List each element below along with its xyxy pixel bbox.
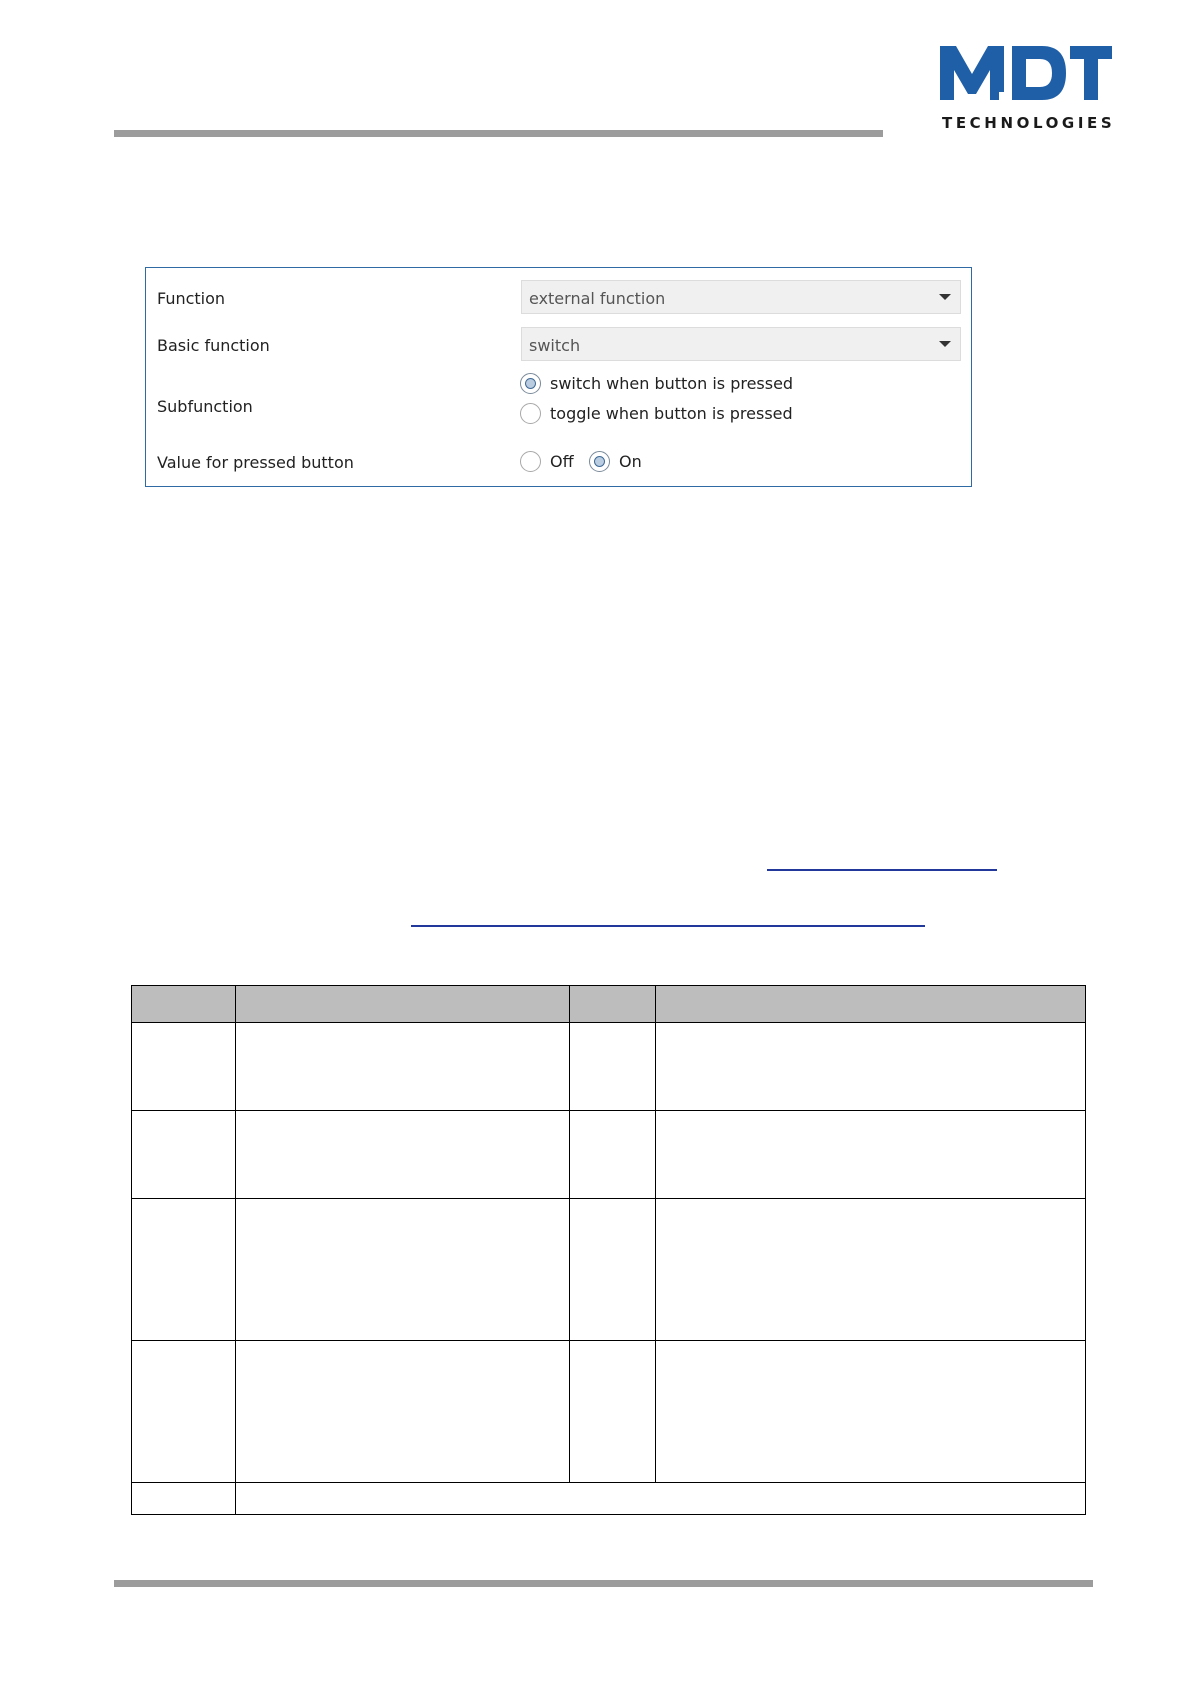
link-underline-2[interactable]	[411, 925, 925, 927]
table-cell	[132, 1023, 236, 1111]
basic-function-label: Basic function	[157, 336, 270, 355]
function-label: Function	[157, 289, 226, 308]
table-row	[132, 1483, 1086, 1515]
table-cell	[132, 1111, 236, 1199]
table-cell	[236, 1483, 1086, 1515]
footer-rule	[114, 1580, 1093, 1587]
table-cell	[236, 1111, 570, 1199]
table-cell	[570, 1111, 656, 1199]
table-cell	[132, 1483, 236, 1515]
table-cell	[656, 1111, 1086, 1199]
table-cell	[236, 1023, 570, 1111]
table-cell	[656, 1199, 1086, 1341]
chevron-down-icon	[939, 341, 951, 347]
mdt-logo	[940, 44, 1116, 134]
table-row	[132, 1199, 1086, 1341]
subfunction-option-switch[interactable]: switch when button is pressed	[550, 374, 794, 393]
subfunction-radio-switch[interactable]	[520, 373, 541, 394]
subfunction-radio-toggle[interactable]	[520, 403, 541, 424]
table-row	[132, 1341, 1086, 1483]
table-header-row	[132, 986, 1086, 1023]
table-cell	[570, 1199, 656, 1341]
link-underline-1[interactable]	[767, 869, 997, 871]
table-cell	[132, 1341, 236, 1483]
table-cell	[236, 1199, 570, 1341]
table-row	[132, 1111, 1086, 1199]
table-cell	[236, 1341, 570, 1483]
table-header-cell	[132, 986, 236, 1023]
value-option-off[interactable]: Off	[550, 452, 574, 471]
function-dropdown[interactable]	[521, 280, 961, 314]
table-header-cell	[236, 986, 570, 1023]
header-rule	[114, 130, 883, 137]
value-option-on[interactable]: On	[619, 452, 642, 471]
basic-function-dropdown-value: switch	[529, 336, 581, 355]
value-pressed-label: Value for pressed button	[157, 453, 354, 472]
subfunction-label: Subfunction	[157, 397, 253, 416]
table-header-cell	[570, 986, 656, 1023]
table-cell	[570, 1341, 656, 1483]
data-table	[131, 985, 1085, 1515]
table-cell	[132, 1199, 236, 1341]
mdt-logo-mark	[940, 44, 1112, 104]
logo-subtitle: TECHNOLOGIES	[942, 114, 1116, 132]
subfunction-option-toggle[interactable]: toggle when button is pressed	[550, 404, 793, 423]
basic-function-dropdown[interactable]	[521, 327, 961, 361]
value-radio-off[interactable]	[520, 451, 541, 472]
chevron-down-icon	[939, 294, 951, 300]
table-header-cell	[656, 986, 1086, 1023]
table-cell	[656, 1023, 1086, 1111]
table-row	[132, 1023, 1086, 1111]
function-dropdown-value: external function	[529, 289, 666, 308]
table-cell	[570, 1023, 656, 1111]
value-radio-on[interactable]	[589, 451, 610, 472]
settings-panel	[145, 267, 972, 487]
table-cell	[656, 1341, 1086, 1483]
